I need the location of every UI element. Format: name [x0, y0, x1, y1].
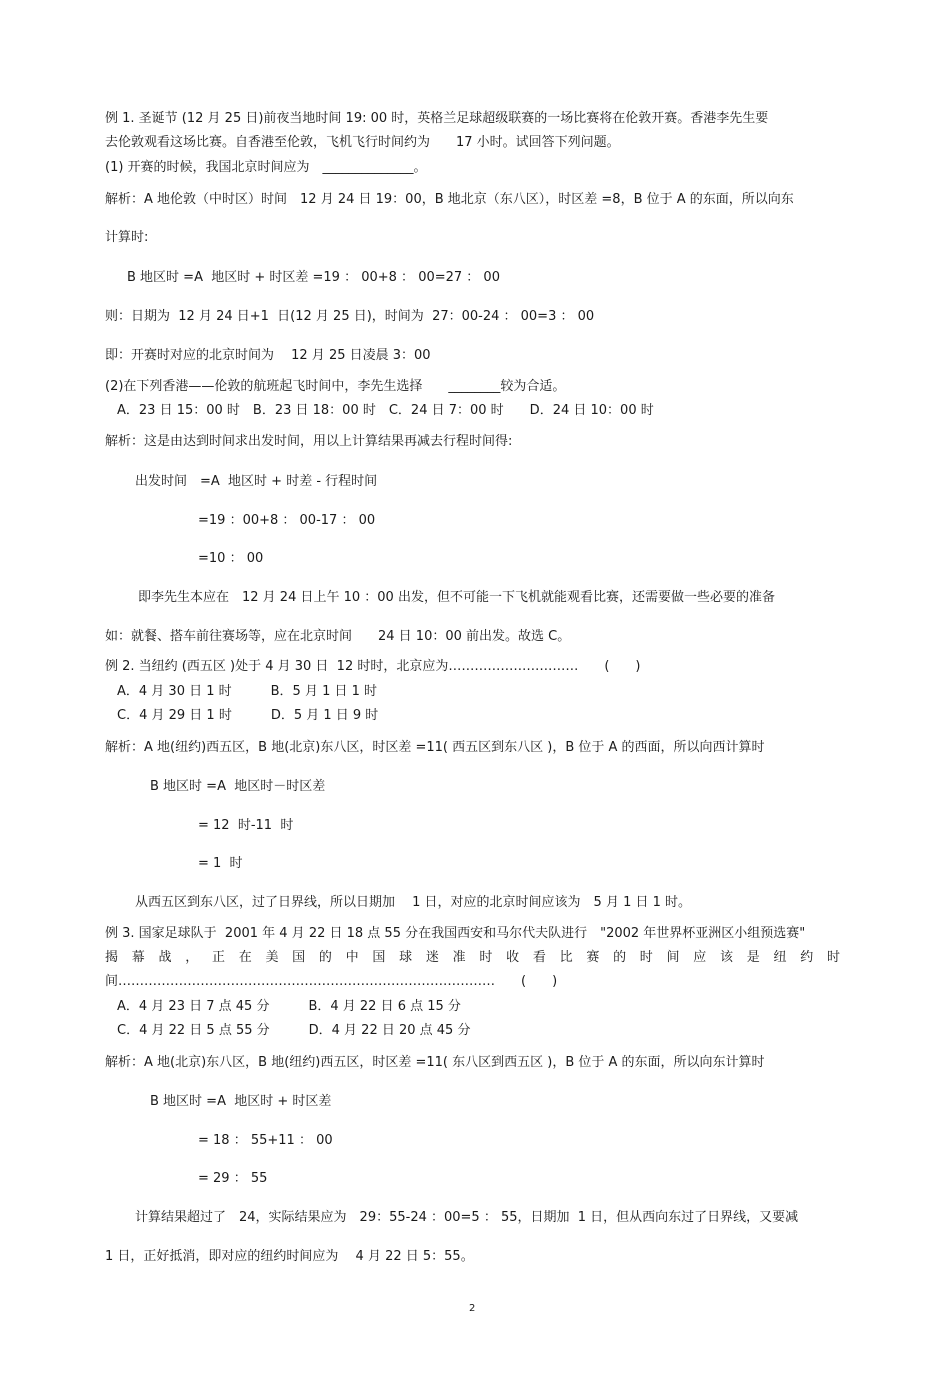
example3-calc3: = 29 ： 55 — [198, 1171, 268, 1186]
example3-line2: 揭 幕 战 ， 正 在 美 国 的 中 国 球 迷 准 时 收 看 比 赛 的 时 间 应 该 是 纽 约 时 — [105, 950, 840, 965]
example3-conclusion2: 1 日，正好抵消，即对应的纽约时间应为 4 月 22 日 5：55。 — [105, 1249, 474, 1264]
example1-conclusion1: 即李先生本应在 12 月 24 日上午 10 ：00 出发，但不可能一下飞机就能观看比赛，还需要做一些必要的准备 — [138, 590, 775, 605]
example1-conclusion2: 如：就餐、搭车前往赛场等，应在北京时间 24 日 10：00 前出发。故选 C。 — [105, 629, 571, 644]
example3-options-row1: A．4 月 23 日 7 点 45 分 B．4 月 22 日 6 点 15 分 — [117, 999, 461, 1014]
example1-question2-options: A．23 日 15：00 时 B．23 日 18：00 时 C．24 日 7：00 时 D．24 日 10：00 时 — [117, 403, 654, 418]
example1-analysis-line2: 计算时: — [105, 230, 149, 245]
example1-line2: 去伦敦观看这场比赛。自香港至伦敦，飞机飞行时间约为 17 小时。试回答下列问题。 — [105, 135, 620, 150]
example1-analysis-line1: 解析：A 地伦敦（中时区）时间 12 月 24 日 19：00，B 地北京（东八区），时区差 =8，B 位于 A 的东面，所以向东 — [105, 192, 794, 207]
example3-analysis: 解析：A 地(北京)东八区，B 地(纽约)西五区，时区差 =11( 东八区到西五区 )，B 位于 A 的东面，所以向东计算时 — [105, 1055, 765, 1070]
example1-calc6: =10 ： 00 — [198, 551, 264, 566]
example3-calc2: = 18 ： 55+11 ： 00 — [198, 1133, 333, 1148]
example1-calc3: 即：开赛时对应的北京时间为 12 月 25 日凌晨 3：00 — [105, 348, 431, 363]
example1-calc1: B 地区时 =A 地区时 + 时区差 =19 ： 00+8 ： 00=27 ： 00 — [127, 270, 500, 285]
example3-options-row2: C．4 月 22 日 5 点 55 分 D．4 月 22 日 20 点 45 分 — [117, 1023, 471, 1038]
example1-line1: 例 1. 圣诞节 (12 月 25 日)前夜当地时间 19: 00 时，英格兰足球超级联赛的一场比赛将在伦敦开赛。香港李先生要 — [105, 111, 769, 126]
example1-question2: (2)在下列香港——伦敦的航班起飞时间中，李先生选择 ________较为合适。 — [105, 379, 566, 394]
example1-calc2: 则：日期为 12 月 24 日+1 日(12 月 25 日)，时间为 27：00-24 ： 00=3 ： 00 — [105, 309, 595, 324]
example3-calc1: B 地区时 =A 地区时 + 时区差 — [150, 1094, 332, 1109]
example3-line3: 间…………………………………………………………………………… ( ) — [105, 974, 558, 989]
page-number: 2 — [469, 1303, 476, 1314]
example3-conclusion1: 计算结果超过了 24，实际结果应为 29：55-24 ：00=5 ： 55，日期加 1 日，但从西向东过了日界线，又要减 — [135, 1210, 799, 1225]
example2-calc1: B 地区时 =A 地区时－时区差 — [150, 779, 326, 794]
example1-calc4: 出发时间 =A 地区时 + 时差 - 行程时间 — [135, 474, 378, 489]
example3-line1: 例 3. 国家足球队于 2001 年 4 月 22 日 18 点 55 分在我国西安和马尔代夫队进行 "2002 年世界杯亚洲区小组预选赛" — [105, 926, 806, 941]
example2-options-row1: A．4 月 30 日 1 时 B．5 月 1 日 1 时 — [117, 684, 378, 699]
example2-analysis: 解析：A 地(纽约)西五区，B 地(北京)东八区，时区差 =11( 西五区到东八区 )，B 位于 A 的西面，所以向西计算时 — [105, 740, 765, 755]
example2-options-row2: C．4 月 29 日 1 时 D．5 月 1 日 9 时 — [117, 708, 379, 723]
example2-question: 例 2. 当纽约 (西五区 )处于 4 月 30 日 12 时时，北京应为………………………… ( ) — [105, 659, 641, 674]
example1-calc5: =19 ：00+8 ： 00-17 ： 00 — [198, 513, 376, 528]
example2-calc3: = 1 时 — [198, 856, 243, 871]
example2-calc2: = 12 时-11 时 — [198, 818, 294, 833]
example2-conclusion: 从西五区到东八区，过了日界线，所以日期加 1 日，对应的北京时间应该为 5 月 1 日 1 时。 — [135, 895, 692, 910]
example1-question1: (1) 开赛的时候，我国北京时间应为 ______________。 — [105, 160, 427, 175]
example1-analysis2: 解析：这是由达到时间求出发时间，用以上计算结果再减去行程时间得: — [105, 434, 513, 449]
